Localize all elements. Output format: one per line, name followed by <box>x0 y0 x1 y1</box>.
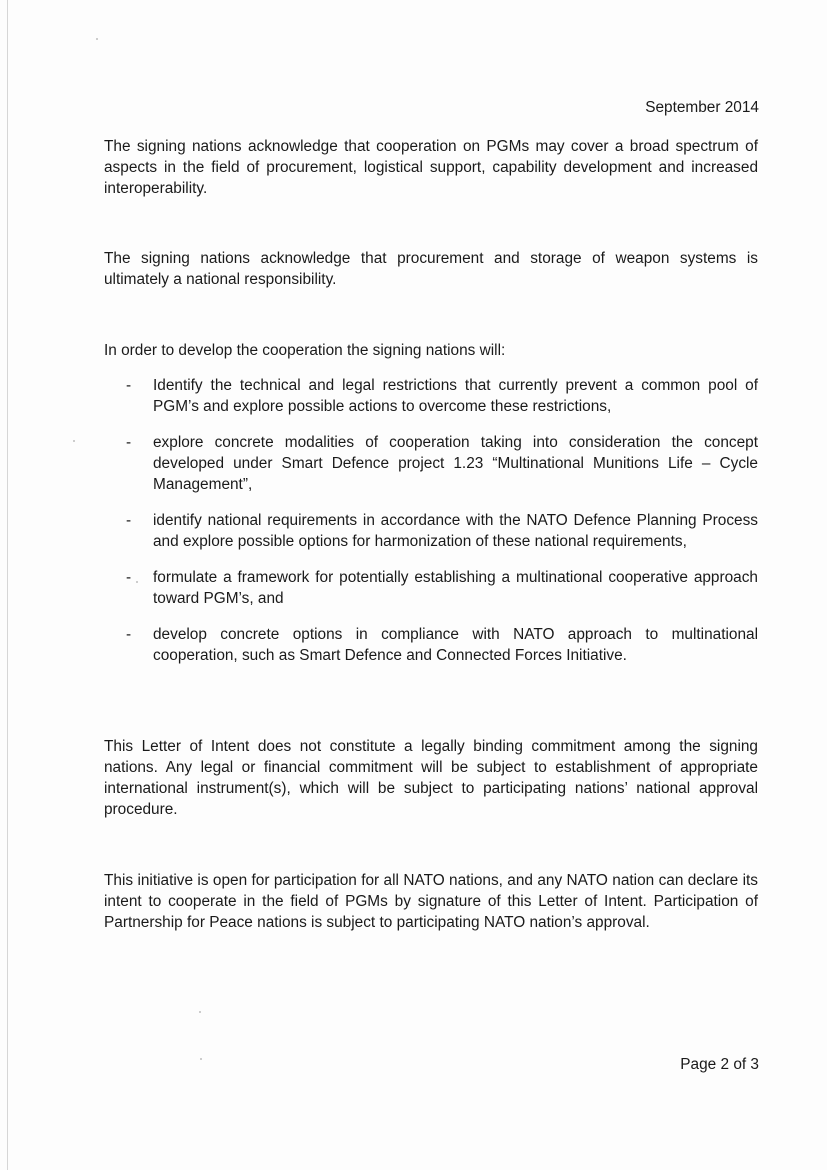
list-dash: - <box>126 377 132 394</box>
list-item-text: explore concrete modalities of cooperation taking into consideration the concept developed under Smart Defence project 1.23 “Multinational Munitions Life – Cycle Management”, <box>153 434 758 493</box>
scan-edge-line <box>7 0 8 1170</box>
action-list <box>104 375 758 681</box>
scan-speck <box>136 581 138 583</box>
scan-speck <box>200 1058 202 1060</box>
list-dash: - <box>126 626 132 643</box>
scan-speck <box>199 1011 201 1013</box>
paragraph-national-responsibility: The signing nations acknowledge that procurement and storage of weapon systems is ultimately a national responsibility. <box>104 250 758 288</box>
list-item <box>104 432 758 495</box>
paragraph-bullet-intro: In order to develop the cooperation the signing nations will: <box>104 342 506 359</box>
list-item <box>104 567 758 609</box>
list-item <box>104 624 758 666</box>
list-dash: - <box>126 512 132 529</box>
list-dash: - <box>126 434 132 451</box>
paragraph-cooperation-scope: The signing nations acknowledge that cooperation on PGMs may cover a broad spectrum of aspects in the field of procurement, logistical support, capability development and increased interoperability. <box>104 138 758 197</box>
list-dash: - <box>126 569 132 586</box>
list-item <box>104 375 758 417</box>
list-item <box>104 510 758 552</box>
list-item-text: Identify the technical and legal restrictions that currently prevent a common pool of PGM’s and explore possible actions to overcome these restrictions, <box>153 377 758 415</box>
paragraph-participation: This initiative is open for participation for all NATO nations, and any NATO nation can declare its intent to cooperate in the field of PGMs by signature of this Letter of Intent. Participation of Partnership for Peace nations is subject to participating NATO nation’s approval. <box>104 872 758 931</box>
list-item-text: develop concrete options in compliance with NATO approach to multinational cooperation, such as Smart Defence and Connected Forces Initiative. <box>153 626 758 664</box>
page-number: Page 2 of 3 <box>680 1056 759 1073</box>
scan-speck <box>96 38 98 40</box>
document-date: September 2014 <box>645 99 759 116</box>
list-item-text: formulate a framework for potentially establishing a multinational cooperative approach toward PGM’s, and <box>153 569 758 607</box>
paragraph-non-binding: This Letter of Intent does not constitute a legally binding commitment among the signing nations. Any legal or financial commitment will be subject to establishment of appropriate international instrument(s), which will be subject to participating nations’ national approval procedure. <box>104 738 758 818</box>
scan-speck <box>73 440 75 442</box>
list-item-text: identify national requirements in accordance with the NATO Defence Planning Process and explore possible options for harmonization of these national requirements, <box>153 512 758 550</box>
